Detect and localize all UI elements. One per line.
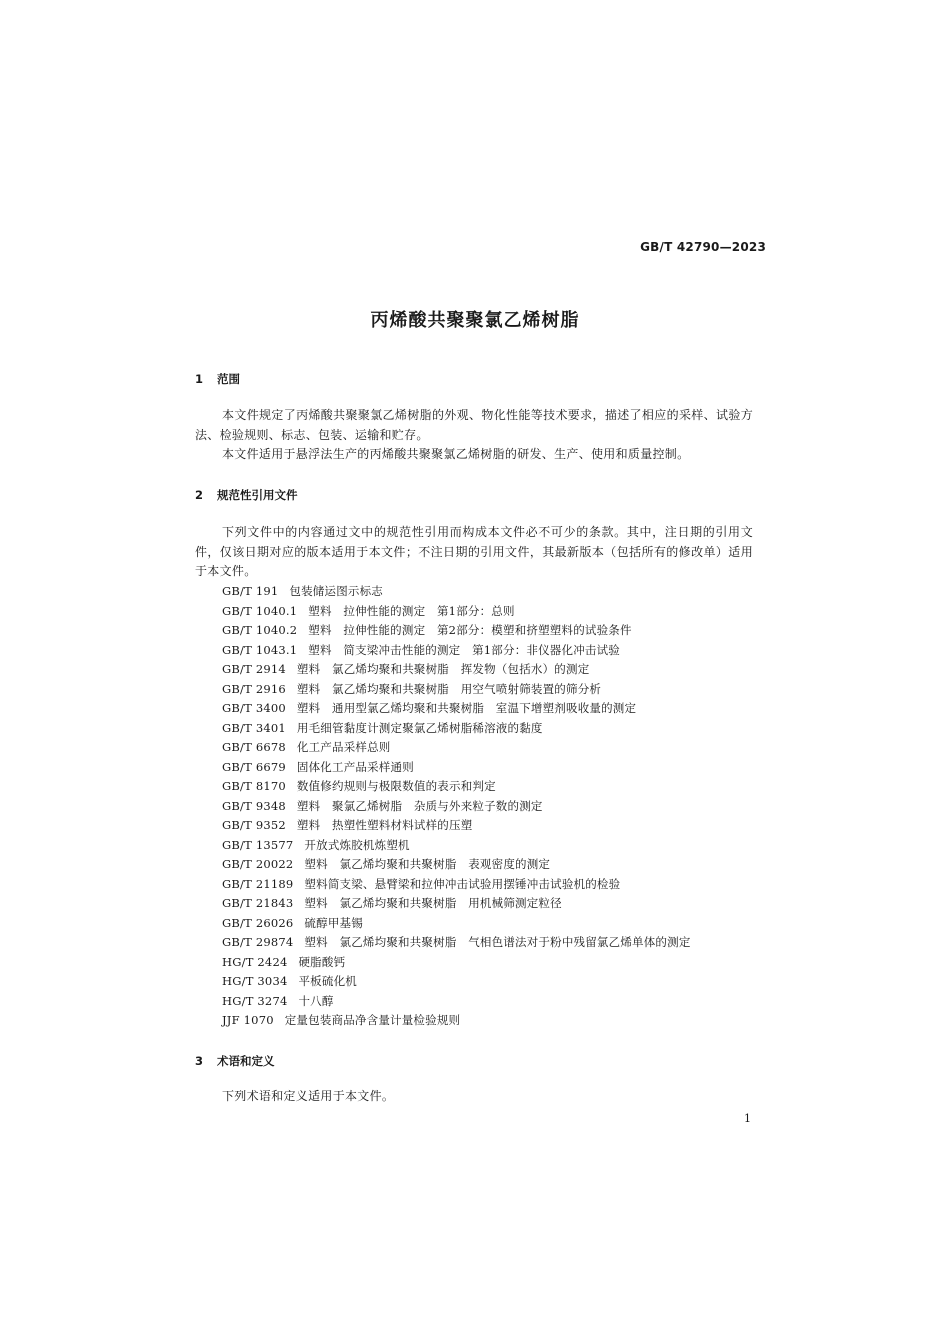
reference-item [222,836,691,856]
reference-item [222,738,691,758]
reference-title: 定量包装商品净含量计量检验规则 [284,1013,461,1027]
section-1-paragraph-2: 本文件适用于悬浮法生产的丙烯酸共聚聚氯乙烯树脂的研发、生产、使用和质量控制。 [222,447,690,461]
reference-code: GB/T 3401 [222,720,286,735]
reference-item [222,602,691,622]
reference-item [222,914,691,934]
standard-code: GB/T 42790—2023 [640,240,766,254]
document-title: 丙烯酸共聚聚氯乙烯树脂 [370,310,580,331]
section-title: 规范性引用文件 [217,488,298,502]
reference-code: GB/T 1040.1 [222,603,298,618]
reference-code: GB/T 13577 [222,837,294,852]
reference-title: 包装储运图示标志 [289,584,383,598]
reference-code: GB/T 26026 [222,915,294,930]
section-2-heading [195,487,298,503]
reference-title: 塑料 氯乙烯均聚和共聚树脂 挥发物（包括水）的测定 [296,662,590,676]
reference-code: JJF 1070 [222,1013,274,1027]
page-number: 1 [744,1112,751,1125]
reference-item [222,777,691,797]
reference-item [222,855,691,875]
reference-item [222,582,691,602]
reference-item [222,699,691,719]
reference-title: 塑料 聚氯乙烯树脂 杂质与外来粒子数的测定 [296,798,543,813]
section-number: 1 [195,372,204,386]
reference-title: 塑料 氯乙烯均聚和共聚树脂 用空气喷射筛装置的筛分析 [296,681,602,696]
section-title: 范围 [217,372,240,386]
reference-title: 十八醇 [298,993,334,1008]
reference-title: 塑料 简支梁冲击性能的测定 第1部分：非仪器化冲击试验 [308,642,620,657]
section-title: 术语和定义 [217,1054,275,1068]
reference-code: GB/T 20022 [222,857,294,871]
reference-title: 硫醇甲基锡 [304,915,363,930]
reference-code: HG/T 3274 [222,993,288,1008]
reference-item [222,680,691,700]
reference-item [222,758,691,778]
reference-title: 塑料简支梁、悬臂梁和拉伸冲击试验用摆锤冲击试验机的检验 [304,876,621,891]
reference-code: GB/T 21189 [222,876,294,891]
reference-item [222,894,691,914]
reference-title: 塑料 拉伸性能的测定 第2部分：模塑和挤塑塑料的试验条件 [308,623,632,637]
reference-title: 硬脂酸钙 [298,954,346,969]
reference-code: GB/T 2916 [222,681,286,696]
reference-code: GB/T 3400 [222,701,286,715]
reference-item [222,933,691,953]
reference-item [222,660,691,680]
reference-code: GB/T 1040.2 [222,623,298,637]
reference-title: 塑料 氯乙烯均聚和共聚树脂 气相色谱法对于粉中残留氯乙烯单体的测定 [304,935,691,949]
reference-code: HG/T 2424 [222,954,288,969]
reference-item [222,641,691,661]
reference-code: GB/T 2914 [222,662,286,676]
reference-item [222,953,691,973]
reference-title: 固体化工产品采样通则 [296,759,414,774]
reference-item [222,719,691,739]
reference-code: GB/T 9348 [222,798,286,813]
reference-code: GB/T 1043.1 [222,642,298,657]
section-number: 3 [195,1054,204,1068]
reference-code: GB/T 6678 [222,740,286,754]
reference-item [222,875,691,895]
normative-references-list [222,582,691,1031]
reference-title: 塑料 通用型氯乙烯均聚和共聚树脂 室温下增塑剂吸收量的测定 [296,701,637,715]
reference-title: 数值修约规则与极限数值的表示和判定 [296,779,496,793]
reference-title: 开放式炼胶机炼塑机 [304,837,410,852]
reference-item [222,816,691,836]
reference-title: 用毛细管黏度计测定聚氯乙烯树脂稀溶液的黏度 [296,720,543,735]
reference-code: GB/T 191 [222,584,279,598]
section-number: 2 [195,488,204,502]
reference-code: GB/T 21843 [222,896,294,910]
section-1-heading [195,371,240,387]
reference-code: GB/T 9352 [222,818,286,832]
section-1-paragraph-1: 本文件规定了丙烯酸共聚聚氯乙烯树脂的外观、物化性能等技术要求，描述了相应的采样、试验方法、检验规则、标志、包装、运输和贮存。 [195,408,753,442]
reference-item [222,797,691,817]
section-3-paragraph-1: 下列术语和定义适用于本文件。 [222,1089,395,1103]
reference-code: GB/T 29874 [222,935,294,949]
reference-title: 塑料 氯乙烯均聚和共聚树脂 表观密度的测定 [304,857,551,871]
reference-code: HG/T 3034 [222,974,288,988]
reference-title: 塑料 拉伸性能的测定 第1部分：总则 [308,603,515,618]
reference-code: GB/T 8170 [222,779,286,793]
reference-item [222,972,691,992]
reference-item [222,621,691,641]
reference-item [222,1011,691,1031]
reference-title: 化工产品采样总则 [296,740,391,754]
reference-code: GB/T 6679 [222,759,286,774]
reference-title: 塑料 热塑性塑料材料试样的压塑 [296,818,473,832]
section-3-heading [195,1053,275,1069]
reference-title: 平板硫化机 [298,974,357,988]
reference-item [222,992,691,1012]
section-2-paragraph-1: 下列文件中的内容通过文中的规范性引用而构成本文件必不可少的条款。其中，注日期的引用文件，仅该日期对应的版本适用于本文件；不注日期的引用文件，其最新版本（包括所有的修改单）适用于本文件。 [195,525,753,578]
reference-title: 塑料 氯乙烯均聚和共聚树脂 用机械筛测定粒径 [304,896,562,910]
